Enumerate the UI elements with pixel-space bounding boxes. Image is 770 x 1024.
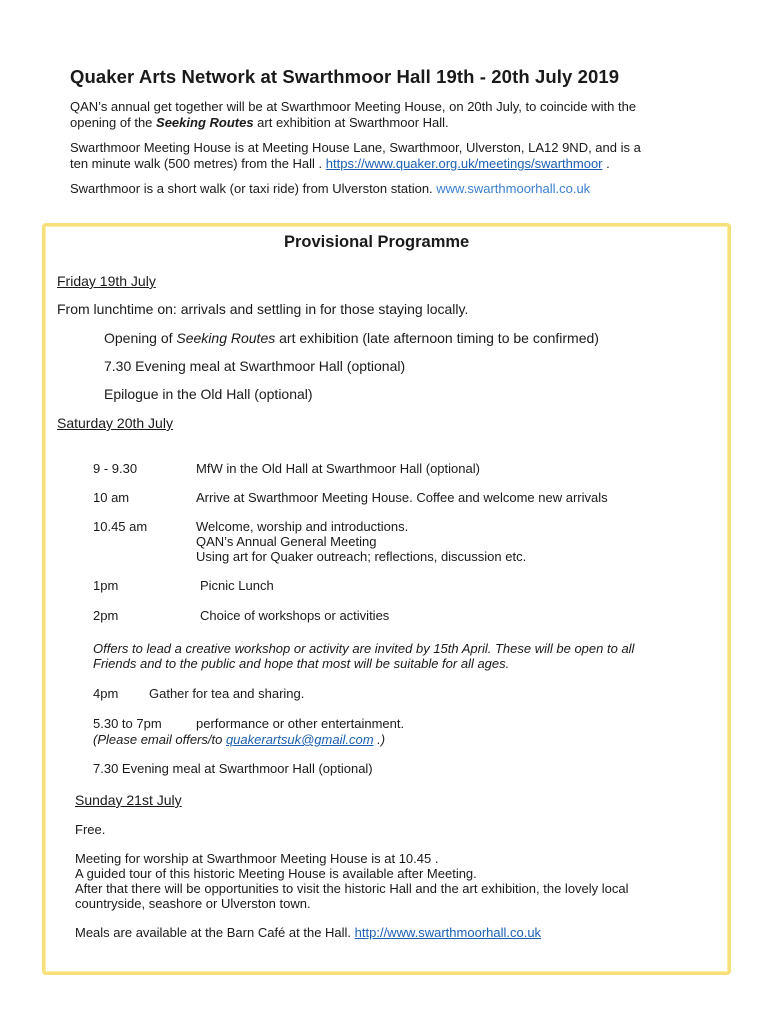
schedule-text: QAN’s Annual General Meeting: [196, 534, 377, 549]
friday-lunch: From lunchtime on: arrivals and settling in for those staying locally.: [57, 301, 469, 317]
exhibition-name: Seeking Routes: [176, 330, 276, 346]
hall-website-link[interactable]: http://www.swarthmoorhall.co.uk: [354, 925, 542, 940]
offers-note: Offers to lead a creative workshop or activity are invited by 15th April. These will be open to all: [93, 641, 635, 656]
saturday-meal: 7.30 Evening meal at Swarthmoor Hall (optional): [93, 761, 373, 776]
schedule-time: 5.30 to 7pm: [93, 716, 162, 731]
sunday-text: Meeting for worship at Swarthmoor Meeting House is at 10.45 .: [75, 851, 439, 866]
schedule-time: 1pm: [93, 578, 119, 593]
friday-heading: Friday 19th July: [57, 273, 156, 289]
schedule-text: Picnic Lunch: [200, 578, 274, 593]
sunday-meals-text: Meals are available at the Barn Café at the Hall.: [75, 925, 355, 940]
schedule-time: 4pm: [93, 686, 119, 701]
intro-line: QAN’s annual get together will be at Swarthmoor Meeting House, on 20th July, to coincide with the: [70, 99, 637, 114]
saturday-heading: Saturday 20th July: [57, 415, 173, 431]
friday-epilogue: Epilogue in the Old Hall (optional): [104, 386, 313, 402]
sunday-text: A guided tour of this historic Meeting House is available after Meeting.: [75, 866, 477, 881]
hall-website-link[interactable]: www.swarthmoorhall.co.uk: [436, 181, 591, 196]
sunday-text: countryside, seashore or Ulverston town.: [75, 896, 311, 911]
programme-heading: Provisional Programme: [284, 233, 470, 251]
meeting-house-link[interactable]: https://www.quaker.org.uk/meetings/swarthmoor: [325, 156, 603, 171]
schedule-time: 10.45 am: [93, 519, 148, 534]
exhibition-name: Seeking Routes: [156, 115, 254, 130]
station-text: Swarthmoor is a short walk (or taxi ride) from Ulverston station.: [70, 181, 437, 196]
offers-note: Friends and to the public and hope that most will be suitable for all ages.: [93, 656, 510, 671]
schedule-text: performance or other entertainment.: [196, 716, 405, 731]
location-line: [70, 156, 610, 172]
sunday-heading: Sunday 21st July: [75, 792, 182, 808]
intro-line: [70, 115, 449, 131]
location-line: Swarthmoor Meeting House is at Meeting House Lane, Swarthmoor, Ulverston, LA12 9ND, and is a: [70, 140, 641, 155]
email-link[interactable]: quakerartsuk@gmail.com: [225, 732, 374, 747]
schedule-text: Welcome, worship and introductions.: [196, 519, 409, 534]
sunday-text: After that there will be opportunities to visit the historic Hall and the art exhibition, the lovely local: [75, 881, 629, 896]
sunday-meals: [75, 925, 541, 940]
intro-text: art exhibition at Swarthmoor Hall.: [253, 115, 449, 130]
schedule-time: 2pm: [93, 608, 119, 623]
location-text: ten minute walk (500 metres) from the Hall .: [70, 156, 326, 171]
performance-note-text: (Please email offers/to: [93, 732, 226, 747]
schedule-time: 10 am: [93, 490, 130, 505]
schedule-text: Gather for tea and sharing.: [149, 686, 305, 701]
station-line: [70, 181, 590, 197]
performance-note-text: .): [373, 732, 386, 747]
schedule-text: Choice of workshops or activities: [200, 608, 390, 623]
schedule-text: MfW in the Old Hall at Swarthmoor Hall (optional): [196, 461, 480, 476]
performance-note: [93, 732, 385, 747]
schedule-text: Arrive at Swarthmoor Meeting House. Coffee and welcome new arrivals: [196, 490, 608, 505]
intro-text: opening of the: [70, 115, 157, 130]
friday-opening-text: Opening of: [104, 330, 177, 346]
location-text: .: [602, 156, 610, 171]
friday-meal: 7.30 Evening meal at Swarthmoor Hall (optional): [104, 358, 406, 374]
friday-opening-text: art exhibition (late afternoon timing to be confirmed): [275, 330, 599, 346]
friday-opening: [104, 330, 599, 346]
page-title: Quaker Arts Network at Swarthmoor Hall 19th - 20th July 2019: [70, 66, 620, 87]
schedule-time: 9 - 9.30: [93, 461, 138, 476]
sunday-free: Free.: [75, 822, 106, 837]
schedule-text: Using art for Quaker outreach; reflections, discussion etc.: [196, 549, 527, 564]
